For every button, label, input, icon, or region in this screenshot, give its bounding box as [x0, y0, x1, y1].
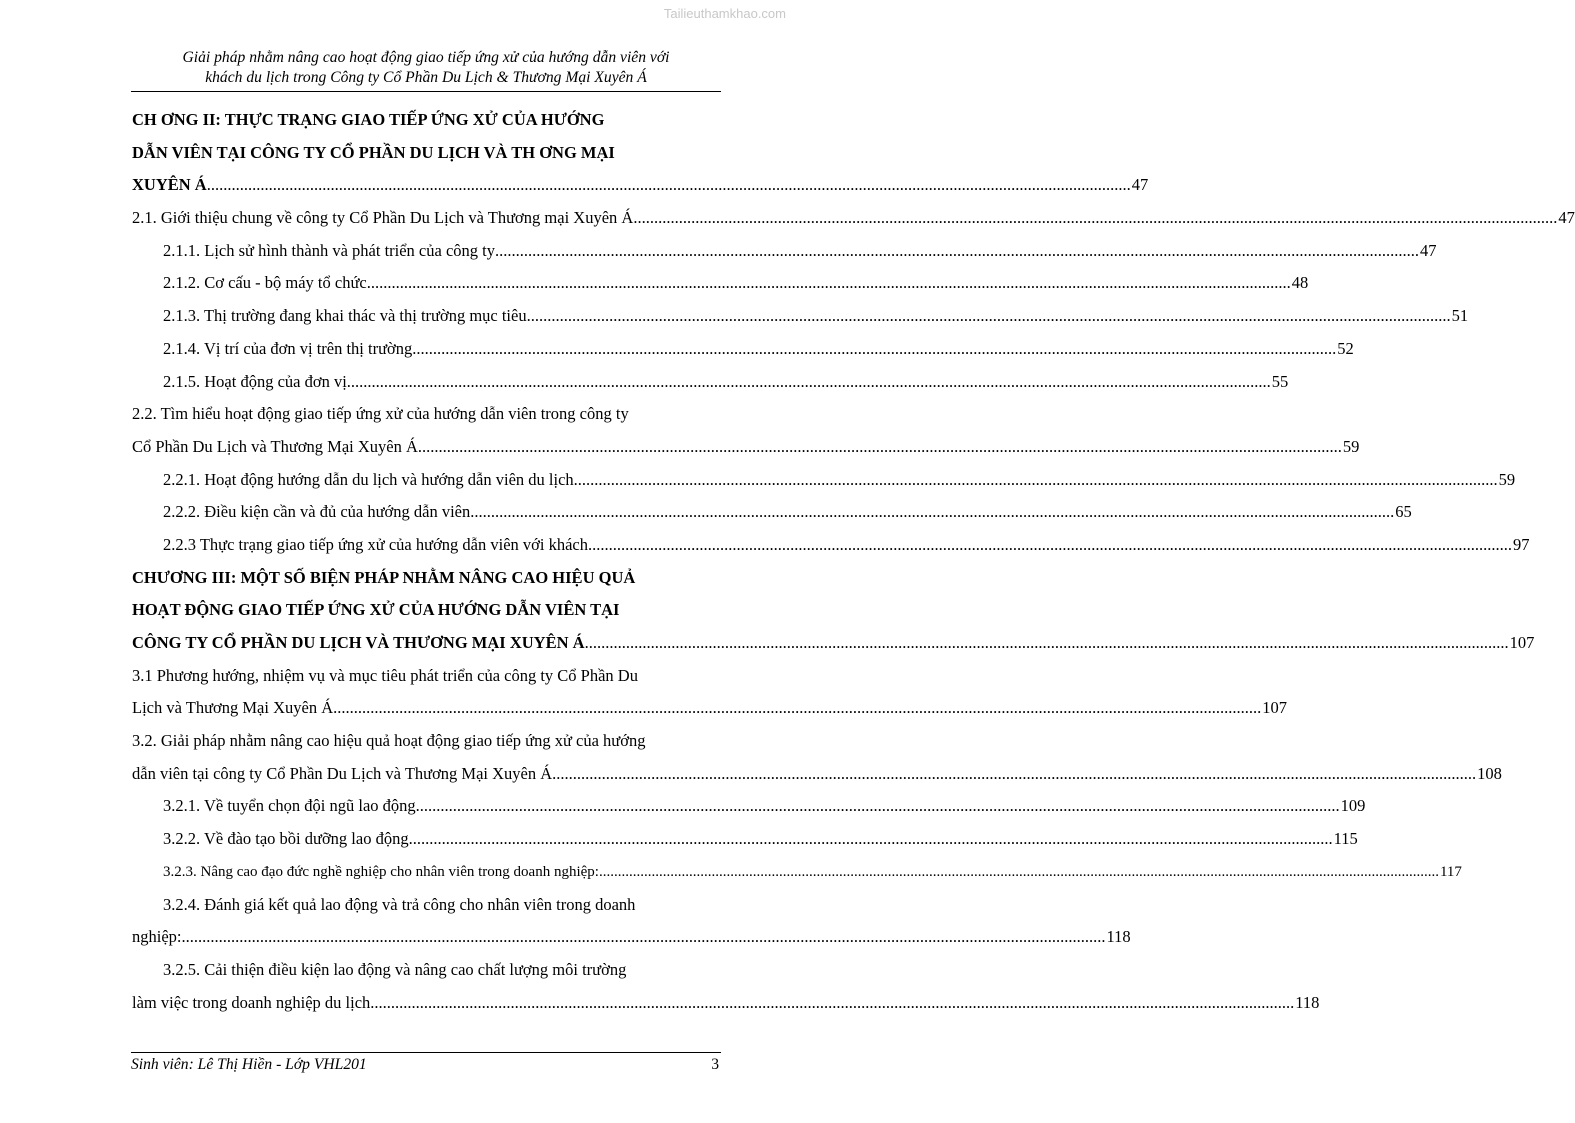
toc-entry[interactable] — [132, 169, 1149, 202]
toc-entry-text: 3.2.1. Về tuyển chọn đội ngũ lao động — [163, 796, 416, 816]
toc-leader-dots — [470, 496, 1394, 529]
toc-entry-text: 2.1.1. Lịch sử hình thành và phát triển của công ty — [163, 240, 495, 260]
toc-entry-text: 3.2.5. Cải thiện điều kiện lao động và nâng cao chất lượng môi trường — [163, 959, 627, 979]
toc-leader-dots — [347, 366, 1271, 399]
toc-entry-text: 3.2.3. Nâng cao đạo đức nghề nghiệp cho nhân viên trong doanh nghiệp: — [163, 863, 599, 880]
header-line-1: Giải pháp nhằm nâng cao hoạt động giao tiếp ứng xử của hướng dẫn viên với — [182, 49, 670, 66]
toc-entry[interactable] — [132, 464, 1516, 497]
toc-leader-dots — [412, 333, 1336, 366]
toc-leader-dots — [418, 431, 1342, 464]
toc-page-number: 59 — [1342, 436, 1360, 456]
toc-entry[interactable] — [132, 660, 718, 693]
toc-entry-text: 2.1.3. Thị trường đang khai thác và thị trường mục tiêu — [163, 306, 527, 326]
toc-entry-text: Lịch và Thương Mại Xuyên Á. — [132, 698, 338, 718]
toc-entry[interactable] — [132, 889, 718, 922]
toc-entry-text: 2.2.2. Điều kiện cần và đủ của hướng dẫn viên — [163, 502, 471, 522]
toc-entry[interactable] — [132, 987, 1320, 1020]
toc-page-number: 55 — [1271, 371, 1289, 391]
watermark: Tailieuthamkhao.com — [663, 6, 786, 21]
toc-leader-dots — [588, 529, 1512, 562]
toc-leader-dots — [527, 300, 1451, 333]
toc-entry[interactable] — [132, 627, 1535, 660]
toc-entry[interactable] — [132, 529, 1530, 562]
toc-leader-dots — [409, 823, 1333, 856]
toc-entry[interactable] — [132, 562, 718, 595]
toc-leader-dots — [599, 856, 1439, 889]
toc-entry[interactable] — [132, 954, 718, 987]
toc-leader-dots — [552, 758, 1476, 791]
toc-entry-text: 2.2.1. Hoạt động hướng dẫn du lịch và hướng dẫn viên du lịch — [163, 469, 574, 489]
toc-entry[interactable] — [132, 137, 718, 170]
toc-entry-text: HOẠT ĐỘNG GIAO TIẾP ỨNG XỬ CỦA HƯỚNG DẪN VIÊN TẠI — [132, 600, 620, 620]
toc-entry-text: 3.2. Giải pháp nhằm nâng cao hiệu quả hoạt động giao tiếp ứng xử của hướng — [132, 731, 646, 751]
toc-page-number: 52 — [1337, 338, 1354, 358]
toc-entry-text: 2.2.3 Thực trạng giao tiếp ứng xử của hướng dẫn viên với khách — [163, 534, 588, 554]
toc-entry-text: 3.2.4. Đánh giá kết quả lao động và trả công cho nhân viên trong doanh — [163, 894, 636, 914]
toc-entry[interactable] — [132, 496, 1412, 529]
toc-page-number: 118 — [1295, 992, 1320, 1012]
toc-entry-text: CHƯƠNG III: MỘT SỐ BIỆN PHÁP NHẰM NÂNG CAO HIỆU QUẢ — [132, 567, 636, 587]
toc-page-number: 117 — [1439, 863, 1462, 880]
toc-entry-text: Cổ Phần Du Lịch và Thương Mại Xuyên Á — [132, 436, 418, 456]
toc-leader-dots — [574, 464, 1498, 497]
toc-entry-text: làm việc trong doanh nghiệp du lịch — [132, 992, 371, 1012]
toc-page-number: 118 — [1106, 927, 1131, 947]
toc-leader-dots — [367, 267, 1291, 300]
footer-rule — [131, 1052, 721, 1053]
toc-entry[interactable] — [132, 366, 1289, 399]
footer-student: Sinh viên: Lê Thị Hiền - Lớp VHL201 — [131, 1056, 367, 1073]
toc-entry-text: DẪN VIÊN TẠI CÔNG TY CỔ PHẦN DU LỊCH VÀ TH ƠNG MẠI — [132, 142, 615, 162]
toc-leader-dots — [495, 235, 1419, 268]
toc-entry-text: 3.2.2. Về đào tạo bồi dưỡng lao động — [163, 829, 409, 849]
toc-entry-text: nghiệp: — [132, 927, 182, 947]
toc-entry[interactable] — [132, 267, 1309, 300]
toc-page-number: 115 — [1333, 829, 1358, 849]
toc-page-number: 47 — [1558, 208, 1575, 228]
toc-entry-text: 2.1.4. Vị trí của đơn vị trên thị trường — [163, 338, 413, 358]
toc-page-number: 107 — [1509, 633, 1535, 652]
toc-entry[interactable] — [132, 790, 1366, 823]
toc-entry[interactable] — [132, 300, 1469, 333]
header-rule — [131, 91, 721, 92]
toc-leader-dots — [633, 202, 1557, 235]
toc-page-number: 48 — [1291, 273, 1309, 293]
toc-page-number: 51 — [1451, 306, 1469, 326]
toc-page-number: 47 — [1420, 240, 1437, 260]
toc-leader-dots — [585, 627, 1509, 660]
toc-page-number: 65 — [1395, 502, 1412, 522]
toc-entry[interactable] — [132, 594, 718, 627]
toc-leader-dots — [337, 692, 1261, 725]
toc-entry-text: 2.1.2. Cơ cấu - bộ máy tổ chức — [163, 273, 367, 293]
toc-leader-dots — [182, 921, 1106, 954]
toc-entry-text: 2.2. Tìm hiểu hoạt động giao tiếp ứng xử của hướng dẫn viên trong công ty — [132, 404, 629, 424]
footer-page-number: 3 — [711, 1056, 719, 1073]
toc-entry-text: 3.1 Phương hướng, nhiệm vụ và mục tiêu phát triển của công ty Cổ Phần Du — [132, 665, 638, 685]
toc-entry[interactable] — [132, 104, 718, 137]
toc-entry[interactable] — [132, 856, 1462, 889]
table-of-contents — [132, 104, 1575, 1019]
toc-entry-text: CÔNG TY CỔ PHẦN DU LỊCH VÀ THƯƠNG MẠI XUYÊN Á — [132, 633, 585, 652]
toc-page-number: 59 — [1498, 469, 1516, 489]
toc-entry-text: 2.1. Giới thiệu chung về công ty Cổ Phần Du Lịch và Thương mại Xuyên Á — [132, 208, 634, 228]
header-line-2: khách du lịch trong Công ty Cổ Phần Du Lịch & Thương Mại Xuyên Á — [205, 69, 647, 86]
toc-entry-text: XUYÊN Á — [132, 175, 207, 195]
toc-entry[interactable] — [132, 235, 1437, 268]
toc-leader-dots — [207, 169, 1131, 202]
toc-entry[interactable] — [132, 921, 1131, 954]
toc-entry[interactable] — [132, 431, 1360, 464]
toc-entry[interactable] — [132, 202, 1575, 235]
toc-entry[interactable] — [132, 758, 1502, 791]
toc-leader-dots — [416, 790, 1340, 823]
toc-entry[interactable] — [132, 823, 1358, 856]
toc-entry[interactable] — [132, 725, 718, 758]
toc-page-number: 47 — [1131, 175, 1149, 195]
toc-entry-text: CH ƠNG II: THỰC TRẠNG GIAO TIẾP ỨNG XỬ CỦA HƯỚNG — [132, 110, 605, 129]
toc-entry-text: dẫn viên tại công ty Cổ Phần Du Lịch và Thương Mại Xuyên Á — [132, 763, 553, 783]
toc-entry[interactable] — [132, 692, 1287, 725]
toc-page-number: 97 — [1513, 534, 1530, 554]
toc-page-number: 109 — [1340, 796, 1366, 816]
page-header — [131, 48, 721, 88]
toc-leader-dots — [370, 987, 1294, 1020]
toc-entry[interactable] — [132, 333, 1354, 366]
toc-page-number: 108 — [1477, 763, 1502, 783]
toc-entry[interactable] — [132, 398, 718, 431]
toc-entry-text: 2.1.5. Hoạt động của đơn vị — [163, 371, 347, 391]
toc-page-number: 107 — [1262, 698, 1287, 718]
